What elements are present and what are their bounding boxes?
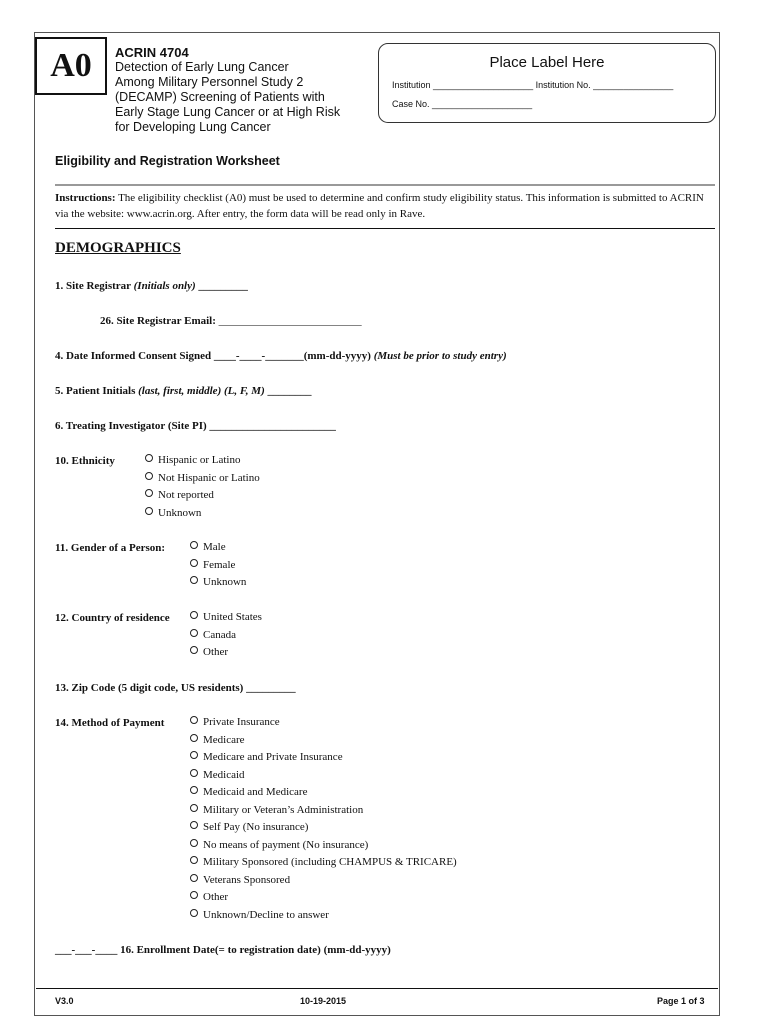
radio-option[interactable]: Canada (190, 627, 262, 645)
radio-circle-icon (190, 804, 198, 812)
radio-option[interactable]: Not Hispanic or Latino (145, 470, 260, 488)
footer-page-number: Page 1 of 3 (657, 996, 705, 1006)
study-title-line: Detection of Early Lung Cancer (115, 60, 289, 74)
instructions-text: The eligibility checklist (A0) must be used to determine and confirm study eligibility status. This information is submitted to ACRIN via the website: www.acrin.org. After entry, the form data will be read only in Rave. (55, 192, 704, 220)
question-ethnicity-label: 10. Ethnicity (55, 455, 115, 467)
protocol-number: ACRIN 4704 (115, 45, 189, 60)
radio-circle-icon (190, 874, 198, 882)
footer-divider (36, 988, 718, 989)
radio-circle-icon (145, 454, 153, 462)
question-registrar-email[interactable]: 26. Site Registrar Email: __________________________ (100, 315, 362, 327)
divider (55, 228, 715, 229)
radio-circle-icon (190, 629, 198, 637)
question-country-label: 12. Country of residence (55, 612, 170, 624)
radio-option[interactable]: Military or Veteran’s Administration (190, 802, 457, 820)
radio-option[interactable]: Medicaid and Medicare (190, 784, 457, 802)
radio-circle-icon (190, 769, 198, 777)
question-zip-code[interactable]: 13. Zip Code (5 digit code, US residents) _________ (55, 682, 296, 694)
radio-circle-icon (190, 734, 198, 742)
case-number-field[interactable]: Case No. ____________________ (392, 99, 533, 109)
radio-circle-icon (190, 856, 198, 864)
study-title-block (115, 45, 340, 135)
study-title-line: for Developing Lung Cancer (115, 120, 271, 134)
radio-circle-icon (190, 786, 198, 794)
radio-circle-icon (190, 751, 198, 759)
radio-option[interactable]: Private Insurance (190, 714, 457, 732)
radio-circle-icon (190, 909, 198, 917)
radio-option[interactable]: Unknown/Decline to answer (190, 907, 457, 925)
radio-circle-icon (190, 646, 198, 654)
form-code-box: A0 (35, 37, 107, 95)
radio-option[interactable]: Other (190, 889, 457, 907)
footer-version: V3.0 (55, 996, 74, 1006)
radio-option[interactable]: Unknown (190, 574, 246, 592)
radio-circle-icon (190, 611, 198, 619)
radio-circle-icon (145, 507, 153, 515)
instructions-lead: Instructions: (55, 192, 116, 204)
radio-circle-icon (190, 821, 198, 829)
radio-option[interactable]: Medicare (190, 732, 457, 750)
study-title-line: Among Military Personnel Study 2 (115, 75, 304, 89)
radio-option[interactable]: No means of payment (No insurance) (190, 837, 457, 855)
payment-options (190, 714, 457, 924)
radio-circle-icon (190, 559, 198, 567)
radio-option[interactable]: Self Pay (No insurance) (190, 819, 457, 837)
radio-option[interactable]: Male (190, 539, 246, 557)
radio-option[interactable]: Unknown (145, 505, 260, 523)
radio-option[interactable]: Military Sponsored (including CHAMPUS & TRICARE) (190, 854, 457, 872)
footer-date: 10-19-2015 (300, 996, 347, 1006)
question-enrollment-date[interactable]: ___-___-____ 16. Enrollment Date(= to registration date) (mm-dd-yyyy) (55, 944, 391, 956)
divider (55, 184, 715, 186)
gender-options (190, 539, 246, 592)
radio-circle-icon (190, 576, 198, 584)
radio-circle-icon (190, 541, 198, 549)
radio-circle-icon (190, 839, 198, 847)
ethnicity-options (145, 452, 260, 522)
question-treating-investigator[interactable]: 6. Treating Investigator (Site PI) _______________________ (55, 420, 336, 432)
radio-circle-icon (145, 489, 153, 497)
question-gender-label: 11. Gender of a Person: (55, 542, 166, 554)
question-payment-label: 14. Method of Payment (55, 717, 165, 729)
radio-option[interactable]: Hispanic or Latino (145, 452, 260, 470)
worksheet-title: Eligibility and Registration Worksheet (55, 154, 280, 168)
study-title-line: (DECAMP) Screening of Patients with (115, 90, 325, 104)
institution-field[interactable]: Institution ____________________ Institution No. ________________ (392, 80, 674, 90)
instructions (55, 190, 715, 222)
radio-option[interactable]: Other (190, 644, 262, 662)
radio-option[interactable]: United States (190, 609, 262, 627)
country-options (190, 609, 262, 662)
section-title-demographics: DEMOGRAPHICS (55, 240, 181, 256)
radio-option[interactable]: Female (190, 557, 246, 575)
study-title-line: Early Stage Lung Cancer or at High Risk (115, 105, 341, 119)
radio-circle-icon (190, 891, 198, 899)
radio-option[interactable]: Not reported (145, 487, 260, 505)
question-consent-date[interactable]: 4. Date Informed Consent Signed ____-____-_______(mm-dd-yyyy) (Must be prior to study entry) (55, 350, 507, 362)
question-patient-initials[interactable]: 5. Patient Initials (last, first, middle) (L, F, M) ________ (55, 385, 312, 397)
radio-circle-icon (190, 716, 198, 724)
label-box-title: Place Label Here (489, 54, 605, 71)
question-site-registrar[interactable]: 1. Site Registrar (Initials only) _________ (55, 280, 248, 292)
label-box (378, 43, 716, 123)
radio-option[interactable]: Medicaid (190, 767, 457, 785)
radio-option[interactable]: Medicare and Private Insurance (190, 749, 457, 767)
radio-circle-icon (145, 472, 153, 480)
radio-option[interactable]: Veterans Sponsored (190, 872, 457, 890)
